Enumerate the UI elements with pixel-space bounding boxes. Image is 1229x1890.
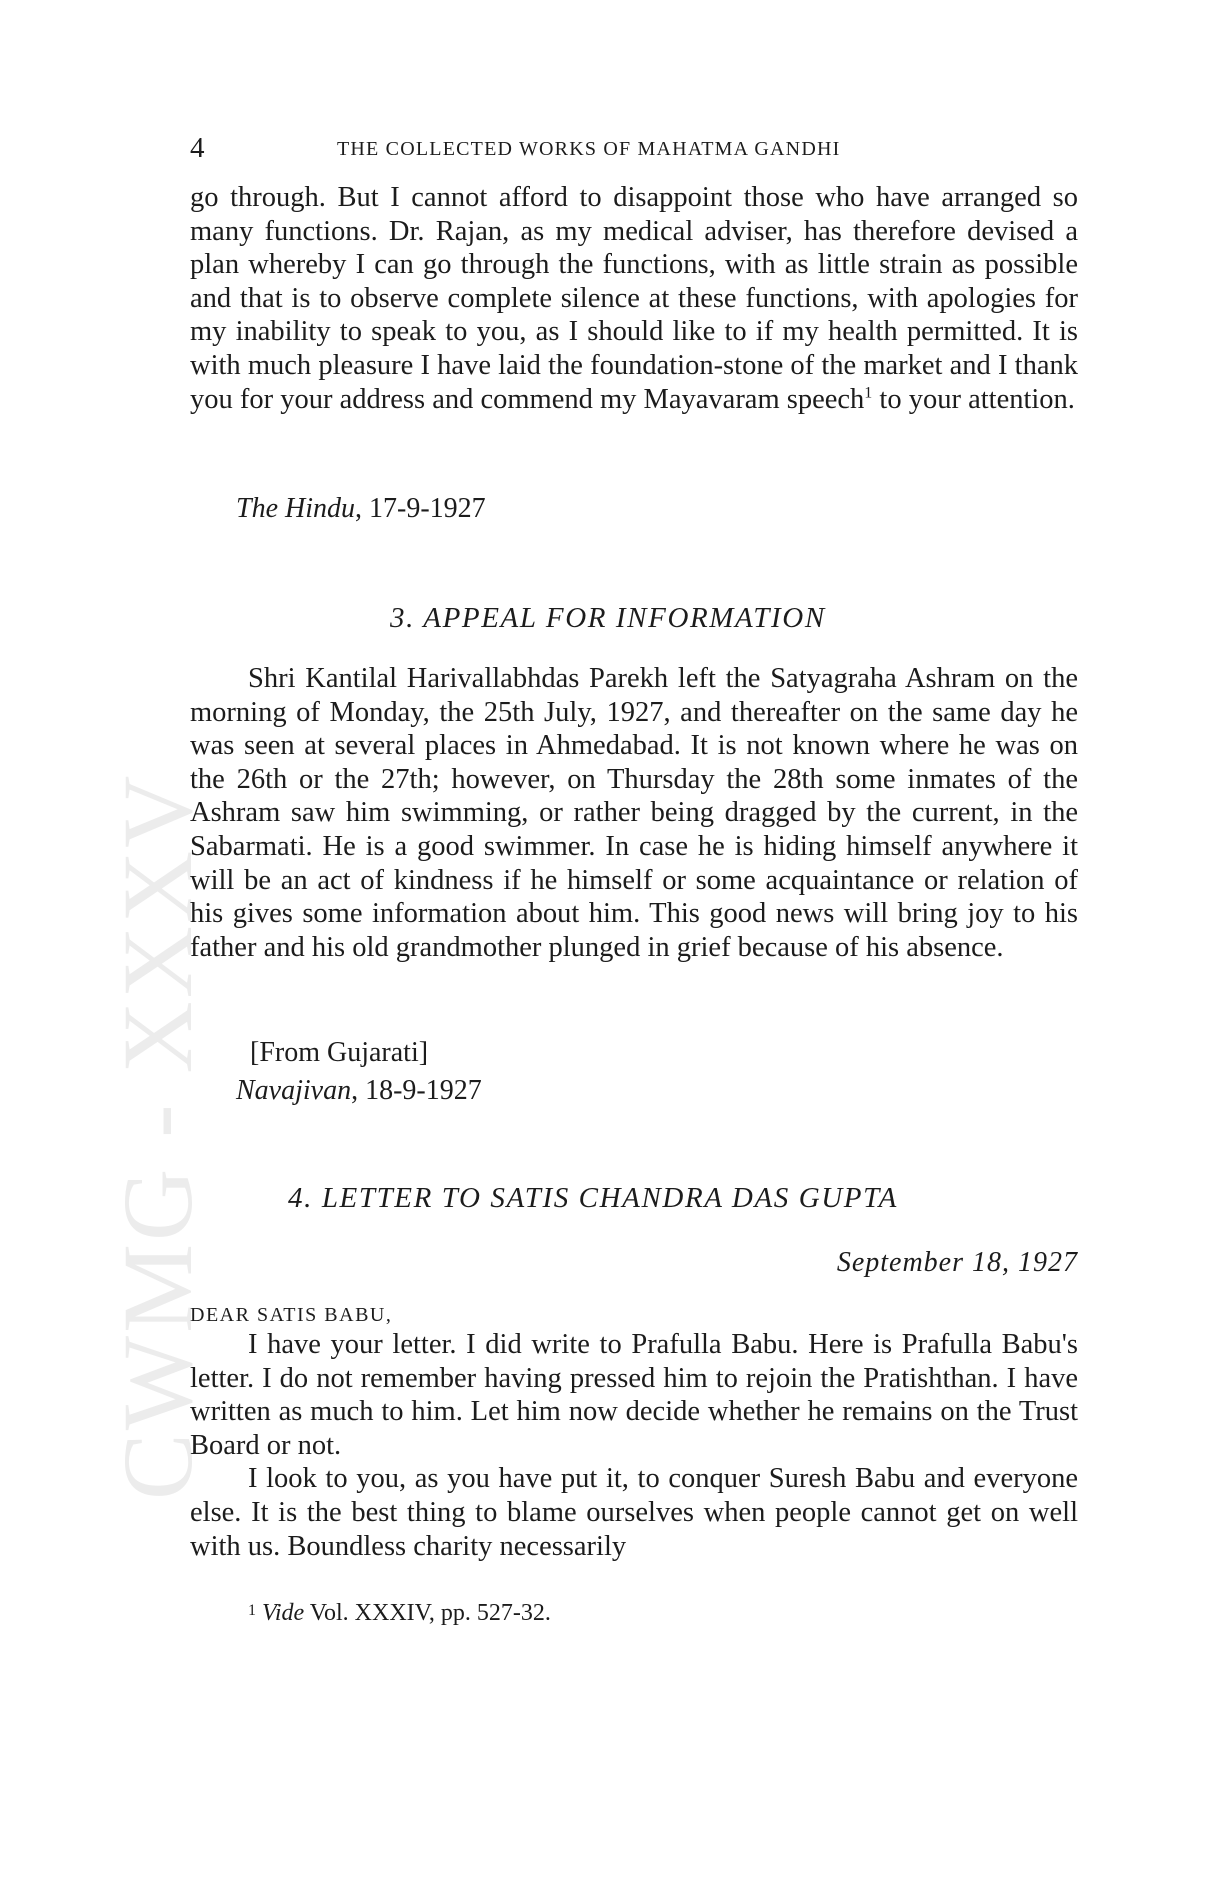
letter-paragraph-2: I look to you, as you have put it, to conquer Suresh Babu and everyone else. It is the best thing to blame ourselves when people cannot get on well with us. Boundless charity necessarily xyxy=(190,1463,1078,1562)
date-year: 1927 xyxy=(1018,1247,1078,1278)
section-3-notes xyxy=(190,1036,1078,1108)
speech-paragraph: go through. But I cannot afford to disappoint those who have arranged so many functions. Dr. Rajan, as my medical adviser, has therefore devised a plan whereby I can go through the functions, with as little strain as possible and that is to observe complete silence at these functions, with apologies for my inability to speak to you, as I should like to if my health permitted. It is with much pleasure I have laid the foundation-stone of the market and I thank you for your address and commend my Mayavaram speech$^1$ to your attention. xyxy=(190,182,1078,415)
source-citation: Navajivan, 18-9-1927 xyxy=(236,1075,482,1106)
date-month: September xyxy=(836,1247,964,1278)
letter-date: September 18, 1927 xyxy=(836,1247,1078,1278)
section-3-body xyxy=(190,662,1078,964)
page-number: 4 xyxy=(190,132,205,164)
from-note: [From Gujarati] xyxy=(250,1037,429,1068)
section-4-heading: 4. LETTER TO SATIS CHANDRA DAS GUPTA xyxy=(288,1182,898,1214)
speech-tail xyxy=(190,181,1078,416)
section-3-heading: 3. APPEAL FOR INFORMATION xyxy=(390,602,826,634)
footnote-marker: 1 xyxy=(248,1602,256,1619)
running-title: THE COLLECTED WORKS OF MAHATMA GANDHI xyxy=(337,138,841,160)
appeal-paragraph: Shri Kantilal Harivallabhdas Parekh left the Satyagraha Ashram on the morning of Monday, the 25th July, 1927, and thereafter on the same day he was seen at several places in Ahmedabad. It is not known where he was on the 26th or the 27th; however, on Thursday the 28th some inmates of the Ashram saw him swimming, or rather being dragged by the current, in the Sabarmati. He is a good swimmer. In case he is hiding himself anywhere it will be an act of kindness if he himself or some acquaintance or relation of his gives some information about him. This good news will bring joy to his father and his old grandmother plunged in grief because of his absence. xyxy=(190,663,1078,963)
letter-body xyxy=(190,1328,1078,1563)
letter-paragraph-1: I have your letter. I did write to Prafulla Babu. Here is Prafulla Babu's letter. I do not remember having pressed him to rejoin the Pratishthan. I have written as much to him. Let him now decide whether he remains on the Trust Board or not. xyxy=(190,1329,1078,1461)
watermark: CWMG - XXXV xyxy=(102,772,213,1500)
page-header xyxy=(190,132,1078,166)
letter-salutation: DEAR SATIS BABU, xyxy=(190,1304,393,1326)
footnote-ref: 1 xyxy=(864,384,873,402)
source-citation: The Hindu, 17-9-1927 xyxy=(236,493,486,524)
speech-source xyxy=(190,492,1078,526)
footnote: $^1$ Vide Vol. XXXIV, pp. 527-32. xyxy=(248,1600,551,1626)
